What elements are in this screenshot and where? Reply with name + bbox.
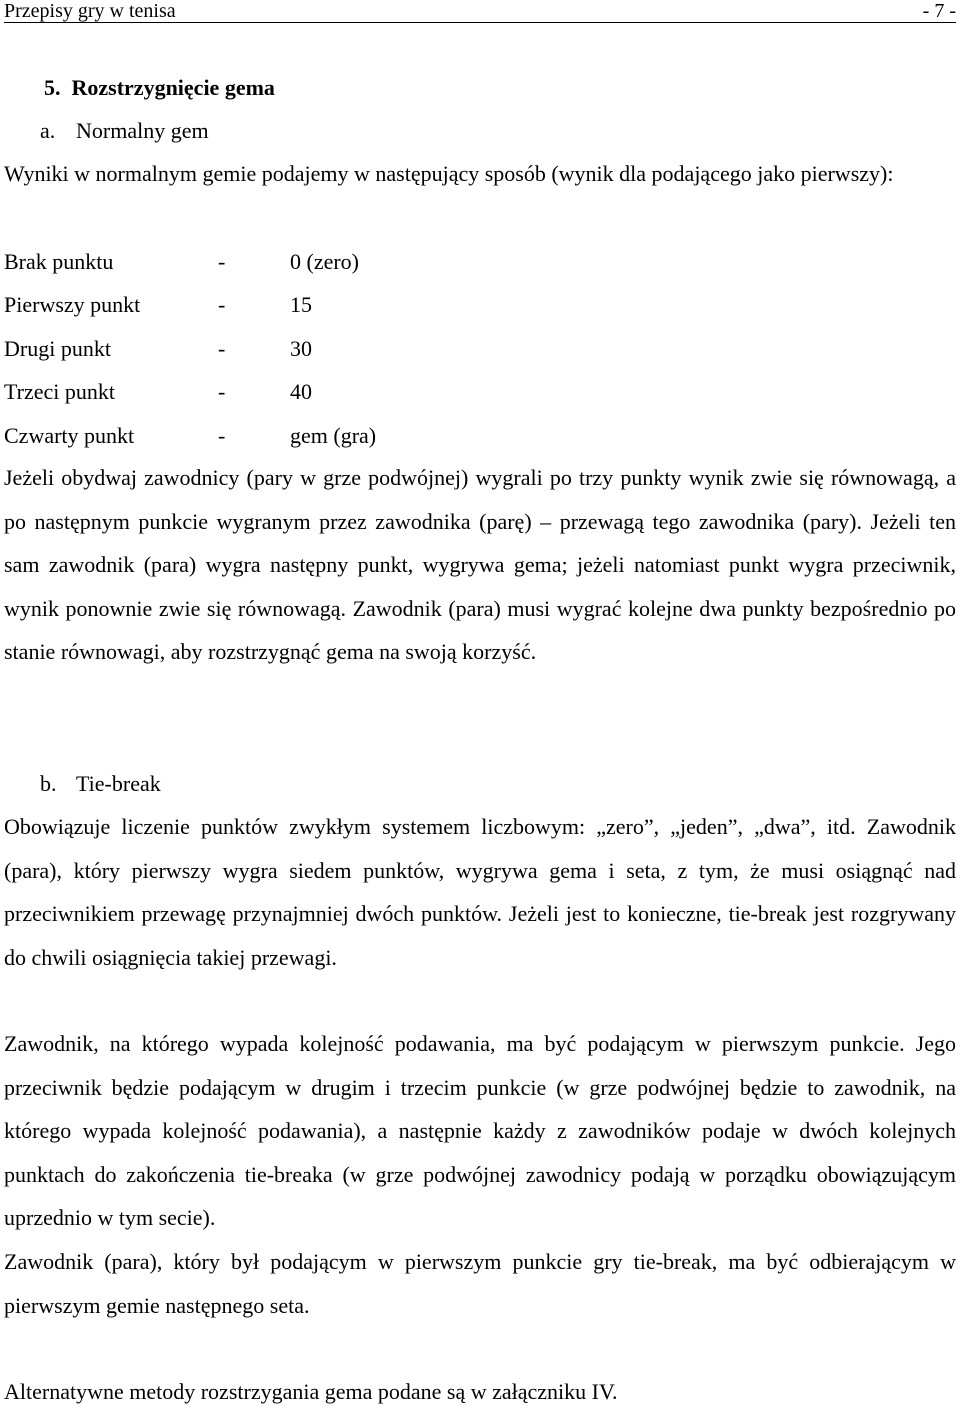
subsection-a-heading xyxy=(40,117,209,145)
section-title: Rozstrzygnięcie gema xyxy=(71,75,275,100)
score-value: 30 xyxy=(290,336,312,361)
score-dash: - xyxy=(218,249,226,274)
section-heading xyxy=(44,74,275,102)
score-value: 0 (zero) xyxy=(290,249,360,274)
subsection-b-label: b. xyxy=(40,771,57,796)
page-header xyxy=(4,0,956,23)
score-value: 15 xyxy=(290,292,312,317)
subsection-b-heading xyxy=(40,770,161,798)
score-name: Pierwszy punkt xyxy=(4,292,141,317)
alternative-methods-note: Alternatywne metody rozstrzygania gema podane są w załączniku IV. xyxy=(4,1379,618,1404)
score-value: 40 xyxy=(290,379,312,404)
document-title: Przepisy gry w tenisa xyxy=(4,0,176,22)
tiebreak-paragraph: Obowiązuje liczenie punktów zwykłym systemem liczbowym: „zero”, „jeden”, „dwa”, itd. Zawodnik (para), który pierwszy wygra siedem punktów, wygrywa gema i seta, z tym, że musi osiągnąć nad przeciwnikiem przewagę przynajmniej dwóch punktów. Jeżeli jest to konieczne, tie-break jest rozgrywany do chwili osiągnięcia takiej przewagi. xyxy=(4,814,956,970)
serve-order-paragraph: Zawodnik, na którego wypada kolejność podawania, ma być podającym w pierwszym punkcie. Jego przeciwnik będzie podającym w drugim i trzecim punkcie (w grze podwójnej będzie to zawodnik, na którego wypada kolejność podawania), a następnie każdy z zawodników podaje w dwóch kolejnych punktach do zakończenia tie-breaka (w grze podwójnej zawodnicy podają w porządku obowiązującym uprzednio w tym secie). xyxy=(4,1031,956,1230)
receive-paragraph: Zawodnik (para), który był podającym w pierwszym punkcie gry tie-break, ma być odbierającym w pierwszym gemie następnego seta. xyxy=(4,1249,956,1318)
score-dash: - xyxy=(218,336,226,361)
subsection-b-title: Tie-break xyxy=(76,771,161,796)
subsection-a-title: Normalny gem xyxy=(76,118,209,143)
score-dash: - xyxy=(218,379,226,404)
score-name: Brak punktu xyxy=(4,249,114,274)
score-dash: - xyxy=(218,423,226,448)
section-number: 5. xyxy=(44,75,61,100)
page-number: - 7 - xyxy=(922,0,956,22)
score-dash: - xyxy=(218,292,226,317)
score-name: Czwarty punkt xyxy=(4,423,135,448)
score-value: gem (gra) xyxy=(290,423,377,448)
intro-paragraph: Wyniki w normalnym gemie podajemy w następujący sposób (wynik dla podającego jako pierwszy): xyxy=(4,161,894,186)
subsection-a-label: a. xyxy=(40,118,56,143)
deuce-paragraph: Jeżeli obydwaj zawodnicy (pary w grze podwójnej) wygrali po trzy punkty wynik zwie się równowagą, a po następnym punkcie wygranym przez zawodnika (parę) – przewagą tego zawodnika (pary). Jeżeli ten sam zawodnik (para) wygra następny punkt, wygrywa gema; jeżeli natomiast punkt wygra przeciwnik, wynik ponownie zwie się równowagą. Zawodnik (para) musi wygrać kolejne dwa punkty bezpośrednio po stanie równowagi, aby rozstrzygnąć gema na swoją korzyść. xyxy=(4,465,956,664)
score-name: Trzeci punkt xyxy=(4,379,116,404)
score-name: Drugi punkt xyxy=(4,336,111,361)
